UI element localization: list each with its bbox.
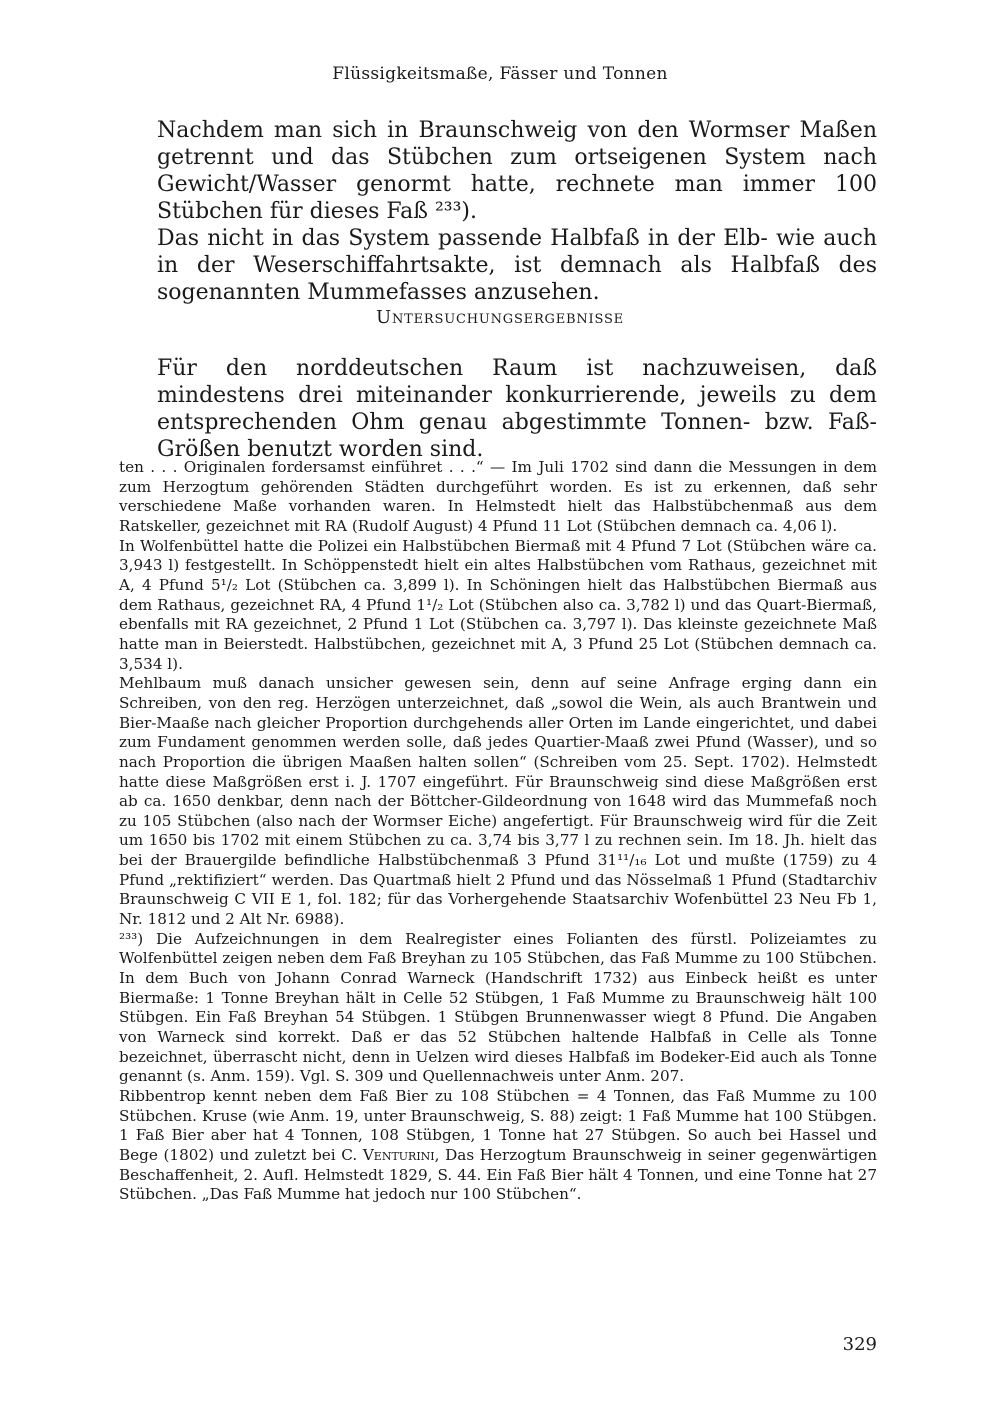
footnote-ribbentrop-part-1: Ribbentrop kennt neben dem Faß Bier zu 108 Stübchen = 4 Tonnen, das Faß Mumme zu 100 Stübchen. Kruse (wie Anm. 19, unter Braunschweig, S. 88) zeigt: 1 Faß Mumme hat 100 Stübgen. 1 Faß Bier aber hat 4 Tonnen, 108 Stübgen, 1 Tonne hat 27 Stübgen. So auch bei Hassel und Bege (1802) und zuletzt bei C. xyxy=(119,1087,877,1164)
running-head: Flüssigkeitsmaße, Fässer und Tonnen xyxy=(332,64,668,84)
main-paragraph-2: Das nicht in das System passende Halbfaß in der Elb- wie auch in der Weserschiffahrtsakte, ist demnach als Halbfaß des sogenannten Mummefasses anzusehen. xyxy=(157,226,877,305)
footnote-ribbentrop-part-2: , Das Herzogtum Braunschweig in seiner gegenwärtigen Beschaffenheit, 2. Aufl. Helmstedt 1829, S. 44. Ein Faß Bier hält 4 Tonnen, und eine Tonne hat 27 Stübchen. „Das Faß Mumme hat jedoch nur 100 Stübchen“. xyxy=(119,1145,877,1204)
footnote-continuation: ten . . . Originalen fordersamst einführet . . .“ — Im Juli 1702 sind dann die Messungen in dem zum Herzogtum gehörenden Städten durchgeführt worden. Es ist zu erkennen, daß sehr verschiedene Maße vorhanden waren. In Helmstedt hielt das Halbstübchenmaß aus dem Ratskeller, gezeichnet mit RA (Rudolf August) 4 Pfund 11 Lot (Stübchen demnach ca. 4,06 l). xyxy=(119,458,877,535)
footnote-paragraph-mehlbaum: Mehlbaum muß danach unsicher gewesen sein, denn auf seine Anfrage erging dann ein Schreiben, von den reg. Herzögen unterzeichnet, daß „sowol die Wein, als auch Brantwein und Bier-Maaße nach gleicher Proportion durchgehends aller Orten im Lande eingerichtet, und dabei zum Fundament genommen werden solle, daß jedes Quartier-Maaß zwei Pfund (Wasser), und so nach Proportion die übrigen Maaßen halten sollen“ (Schreiben vom 25. Sept. 1702). Helmstedt hatte diese Maßgrößen erst i. J. 1707 eingeführt. Für Braunschweig sind diese Maßgrößen erst ab ca. 1650 denkbar, denn nach der Böttcher-Gildeordnung von 1648 wird das Mummefaß noch zu 105 Stübchen (also nach der Wormser Eiche) angefertigt. Für Braunschweig wird für die Zeit um 1650 bis 1702 mit einem Stübchen zu ca. 3,74 bis 3,77 l zu rechnen sein. Im 18. Jh. hielt das bei der Brauergilde befindliche Halbstübchenmaß 3 Pfund 31¹¹/₁₆ Lot und mußte (1759) zu 4 Pfund „rektifiziert“ werden. Das Quartmaß hielt 2 Pfund und das Nösselmaß 1 Pfund (Stadtarchiv Braunschweig C VII E 1, fol. 182; für das Vorhergehende Staatsarchiv Wofenbüttel 23 Neu Fb 1, Nr. 1812 und 2 Alt Nr. 6988). xyxy=(119,674,877,929)
footnote-233: ²³³) Die Aufzeichnungen in dem Realregister eines Folianten des fürstl. Polizeiamtes zu Wolfenbüttel zeigen neben dem Faß Breyhan zu 105 Stübchen, das Faß Mumme zu 100 Stübchen. In dem Buch von Johann Conrad Warneck (Handschrift 1732) aus Einbeck heißt es unter Biermaße: 1 Tonne Breyhan hält in Celle 52 Stübgen, 1 Faß Mumme zu Braunschweig hält 100 Stübgen. Ein Faß Breyhan 54 Stübgen. 1 Stübgen Brunnenwasser wiegt 8 Pfund. Die Angaben von Warneck sind korrekt. Daß er das 52 Stübchen haltende Halbfaß in Celle als Tonne bezeichnet, überrascht nicht, denn in Uelzen wird dieses Halbfaß im Bodeker-Eid auch als Tonne genannt (s. Anm. 159). Vgl. S. 309 und Quellennachweis unter Anm. 207. xyxy=(119,929,877,1086)
main-paragraph-1: Nachdem man sich in Braunschweig von den Wormser Maßen getrennt und das Stübchen zum ortseigenen System nach Gewicht/Wasser genormt hatte, rechnete man immer 100 Stübchen für dieses Faß ²³³). xyxy=(157,118,877,224)
main-text xyxy=(157,117,877,306)
footnotes xyxy=(119,458,877,1205)
results-text xyxy=(157,355,877,463)
page-number: 329 xyxy=(842,1334,877,1355)
footnote-paragraph-wolfenbuettel: In Wolfenbüttel hatte die Polizei ein Halbstübchen Biermaß mit 4 Pfund 7 Lot (Stübchen wäre ca. 3,943 l) festgestellt. In Schöppenstedt hielt ein altes Halbstübchen vom Rathaus, gezeichnet mit A, 4 Pfund 5¹/₂ Lot (Stübchen ca. 3,899 l). In Schöningen hielt das Halbstübchen Biermaß aus dem Rathaus, gezeichnet RA, 4 Pfund 1¹/₂ Lot (Stübchen also ca. 3,782 l) und das Quart-Biermaß, ebenfalls mit RA gezeichnet, 2 Pfund 1 Lot (Stübchen ca. 3,797 l). Das kleinste gezeichnete Maß hatte man in Beierstedt. Halbstübchen, gezeichnet mit A, 3 Pfund 25 Lot (Stübchen demnach ca. 3,534 l). xyxy=(119,536,877,673)
footnote-paragraph-ribbentrop xyxy=(119,1087,877,1205)
author-name-venturini: Venturini xyxy=(362,1145,435,1164)
results-paragraph: Für den norddeutschen Raum ist nachzuweisen, daß mindestens drei miteinander konkurrierende, jeweils zu dem entsprechenden Ohm genau abgestimmte Tonnen- bzw. Faß-Größen benutzt worden sind. xyxy=(157,356,877,462)
section-heading: Untersuchungsergebnisse xyxy=(376,307,624,328)
